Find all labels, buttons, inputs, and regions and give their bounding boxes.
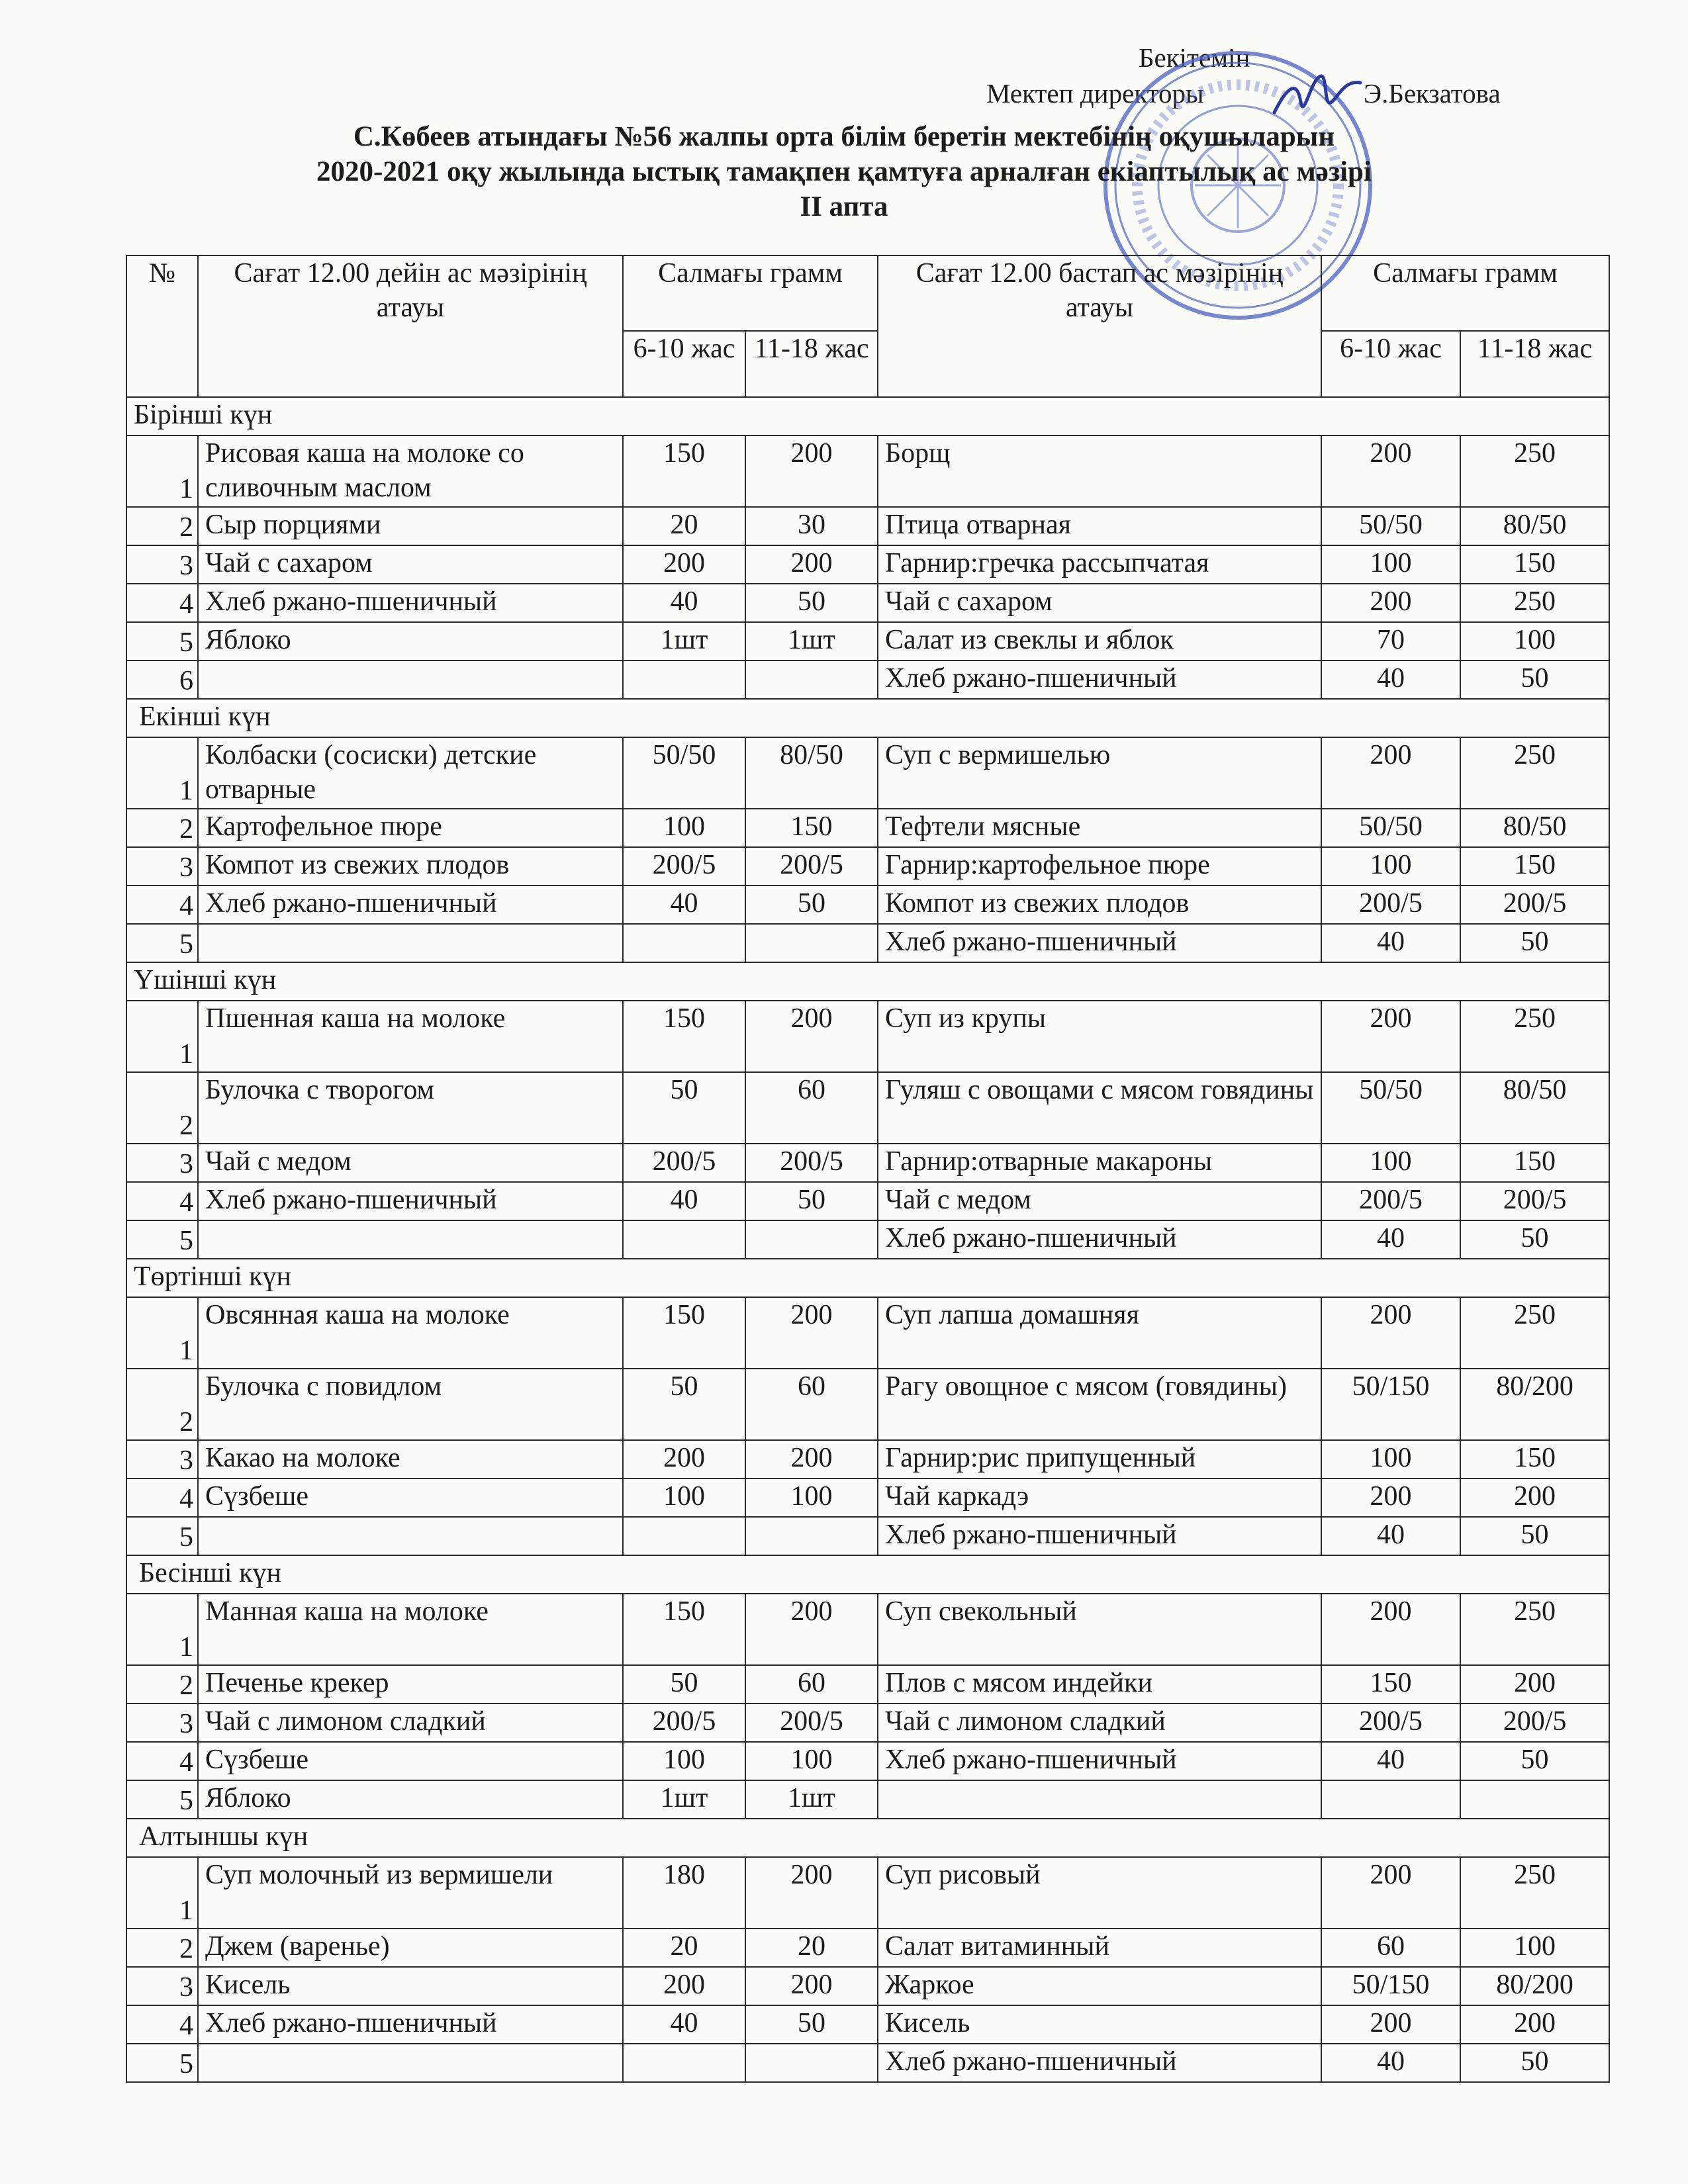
afternoon-weight-6-10: 40 [1321,2044,1460,2082]
morning-weight-11-18: 50 [745,1182,878,1220]
morning-weight-6-10 [623,1220,745,1259]
morning-weight-6-10: 200/5 [623,847,745,886]
afternoon-weight-6-10: 50/50 [1321,1072,1460,1144]
row-number: 2 [126,1369,198,1440]
morning-weight-11-18: 200 [745,1440,878,1479]
morning-dish [198,660,623,699]
afternoon-weight-11-18: 250 [1460,1297,1609,1369]
menu-row [126,1001,1609,1072]
menu-row [126,1665,1609,1704]
afternoon-weight-11-18: 250 [1460,435,1609,507]
morning-dish: Картофельное пюре [198,809,623,847]
afternoon-weight-6-10: 200 [1321,1297,1460,1369]
approval-position: Мектеп директоры [986,78,1204,109]
afternoon-weight-11-18: 200/5 [1460,886,1609,924]
morning-weight-11-18: 20 [745,1929,878,1967]
morning-weight-11-18: 50 [745,2005,878,2044]
afternoon-dish: Гарнир:картофельное пюре [878,847,1321,886]
row-number: 1 [126,1297,198,1369]
afternoon-weight-11-18: 250 [1460,1857,1609,1929]
header-afternoon-age-6-10: 6-10 жас [1321,331,1460,397]
director-signature [1271,66,1364,126]
row-number: 3 [126,1967,198,2005]
morning-weight-6-10: 200/5 [623,1704,745,1742]
afternoon-dish: Хлеб ржано-пшеничный [878,1742,1321,1780]
afternoon-dish: Борщ [878,435,1321,507]
morning-weight-11-18: 200 [745,545,878,584]
header-number: № [126,255,198,397]
row-number: 4 [126,1182,198,1220]
row-number: 4 [126,886,198,924]
menu-row [126,1929,1609,1967]
morning-dish: Булочка с повидлом [198,1369,623,1440]
morning-dish: Суп молочный из вермишели [198,1857,623,1929]
afternoon-weight-11-18: 80/50 [1460,809,1609,847]
approval-director-name: Э.Бекзатова [1364,78,1501,109]
afternoon-weight-11-18: 50 [1460,924,1609,962]
morning-weight-6-10: 20 [623,1929,745,1967]
morning-weight-6-10: 40 [623,1182,745,1220]
afternoon-weight-11-18: 250 [1460,584,1609,622]
afternoon-weight-11-18: 50 [1460,660,1609,699]
morning-weight-6-10 [623,2044,745,2082]
morning-weight-6-10: 50 [623,1369,745,1440]
morning-dish: Рисовая каша на молоке со сливочным маслом [198,435,623,507]
morning-weight-6-10: 200 [623,1440,745,1479]
afternoon-weight-11-18: 50 [1460,1742,1609,1780]
afternoon-weight-6-10: 50/50 [1321,507,1460,545]
morning-weight-11-18 [745,1220,878,1259]
afternoon-weight-6-10: 100 [1321,545,1460,584]
afternoon-weight-11-18: 50 [1460,1220,1609,1259]
row-number: 2 [126,809,198,847]
header-afternoon-dish: Сағат 12.00 бастап ас мәзірінің атауы [878,255,1321,397]
menu-row [126,847,1609,886]
morning-weight-11-18: 200 [745,1594,878,1665]
row-number: 5 [126,1517,198,1555]
afternoon-weight-6-10: 200 [1321,1594,1460,1665]
menu-table-body [126,397,1609,2082]
morning-dish: Джем (варенье) [198,1929,623,1967]
morning-dish: Хлеб ржано-пшеничный [198,584,623,622]
menu-row [126,1440,1609,1479]
day-header-row [126,962,1609,1001]
menu-row [126,2005,1609,2044]
row-number: 3 [126,847,198,886]
row-number: 1 [126,737,198,809]
morning-weight-11-18 [745,924,878,962]
afternoon-weight-11-18: 200 [1460,1479,1609,1517]
menu-row [126,1742,1609,1780]
morning-dish: Яблоко [198,622,623,660]
morning-weight-6-10: 20 [623,507,745,545]
afternoon-dish: Гарнир:отварные макароны [878,1144,1321,1182]
afternoon-weight-11-18: 100 [1460,1929,1609,1967]
row-number: 5 [126,1220,198,1259]
afternoon-weight-6-10: 200 [1321,1479,1460,1517]
afternoon-weight-11-18: 250 [1460,737,1609,809]
afternoon-weight-6-10: 100 [1321,1144,1460,1182]
afternoon-weight-11-18: 150 [1460,847,1609,886]
menu-row [126,1297,1609,1369]
afternoon-weight-11-18: 150 [1460,545,1609,584]
menu-row [126,737,1609,809]
menu-row [126,435,1609,507]
day-header-row [126,397,1609,435]
afternoon-weight-11-18: 80/200 [1460,1967,1609,2005]
afternoon-weight-6-10: 50/150 [1321,1967,1460,2005]
morning-weight-11-18: 200/5 [745,1144,878,1182]
afternoon-weight-6-10: 200 [1321,1001,1460,1072]
afternoon-weight-11-18: 200 [1460,2005,1609,2044]
menu-row [126,584,1609,622]
row-number: 3 [126,1440,198,1479]
morning-weight-6-10: 1шт [623,622,745,660]
afternoon-dish: Хлеб ржано-пшеничный [878,2044,1321,2082]
menu-row [126,1220,1609,1259]
menu-row [126,1369,1609,1440]
morning-weight-6-10: 200 [623,1967,745,2005]
afternoon-weight-11-18: 200 [1460,1665,1609,1704]
menu-row [126,1594,1609,1665]
row-number: 5 [126,1780,198,1819]
day-title: Бесінші күн [126,1555,1609,1594]
morning-dish [198,1220,623,1259]
afternoon-dish: Кисель [878,2005,1321,2044]
afternoon-weight-11-18: 250 [1460,1001,1609,1072]
morning-weight-6-10: 100 [623,809,745,847]
morning-weight-6-10: 50 [623,1665,745,1704]
afternoon-weight-6-10: 50/150 [1321,1369,1460,1440]
row-number: 1 [126,1594,198,1665]
afternoon-dish: Чай с сахаром [878,584,1321,622]
afternoon-weight-6-10: 40 [1321,1220,1460,1259]
row-number: 3 [126,1704,198,1742]
afternoon-weight-11-18: 80/50 [1460,1072,1609,1144]
row-number: 2 [126,1929,198,1967]
afternoon-dish: Чай каркадэ [878,1479,1321,1517]
morning-dish: Чай с сахаром [198,545,623,584]
morning-weight-11-18: 50 [745,886,878,924]
morning-weight-11-18 [745,660,878,699]
day-title: Алтыншы күн [126,1819,1609,1857]
afternoon-dish: Жаркое [878,1967,1321,2005]
morning-weight-11-18: 150 [745,809,878,847]
morning-dish: Кисель [198,1967,623,2005]
morning-weight-6-10 [623,660,745,699]
afternoon-weight-6-10 [1321,1780,1460,1819]
morning-dish [198,1517,623,1555]
morning-dish: Хлеб ржано-пшеничный [198,1182,623,1220]
row-number: 5 [126,924,198,962]
afternoon-weight-6-10: 200/5 [1321,886,1460,924]
afternoon-weight-11-18 [1460,1780,1609,1819]
morning-dish: Чай с лимоном сладкий [198,1704,623,1742]
menu-row [126,1072,1609,1144]
morning-dish: Хлеб ржано-пшеничный [198,2005,623,2044]
afternoon-dish: Суп лапша домашняя [878,1297,1321,1369]
morning-weight-11-18: 200 [745,435,878,507]
morning-dish: Сыр порциями [198,507,623,545]
afternoon-dish: Рагу овощное с мясом (говядины) [878,1369,1321,1440]
row-number: 4 [126,1742,198,1780]
afternoon-dish: Салат витаминный [878,1929,1321,1967]
morning-weight-11-18: 200 [745,1967,878,2005]
morning-weight-6-10: 100 [623,1479,745,1517]
morning-weight-11-18 [745,1517,878,1555]
row-number: 4 [126,584,198,622]
afternoon-weight-11-18: 150 [1460,1440,1609,1479]
afternoon-weight-11-18: 150 [1460,1144,1609,1182]
morning-weight-11-18: 60 [745,1072,878,1144]
morning-weight-6-10: 50 [623,1072,745,1144]
afternoon-dish: Хлеб ржано-пшеничный [878,924,1321,962]
menu-row [126,924,1609,962]
morning-weight-11-18: 60 [745,1665,878,1704]
day-header-row [126,699,1609,737]
morning-dish: Манная каша на молоке [198,1594,623,1665]
header-morning-weight: Салмағы грамм [623,255,878,331]
morning-weight-11-18 [745,2044,878,2082]
afternoon-dish: Хлеб ржано-пшеничный [878,1220,1321,1259]
afternoon-weight-11-18: 250 [1460,1594,1609,1665]
title-line-2: 2020-2021 оқу жылында ыстық тамақпен қамтуға арналған екіаптылық ас мәзірі [316,156,1372,187]
afternoon-dish: Салат из свеклы и яблок [878,622,1321,660]
morning-dish: Сүзбеше [198,1742,623,1780]
row-number: 1 [126,435,198,507]
morning-weight-11-18: 30 [745,507,878,545]
afternoon-dish: Тефтели мясные [878,809,1321,847]
morning-weight-6-10: 200/5 [623,1144,745,1182]
row-number: 1 [126,1001,198,1072]
afternoon-dish: Чай с лимоном сладкий [878,1704,1321,1742]
morning-weight-11-18: 200/5 [745,1704,878,1742]
row-number: 5 [126,622,198,660]
afternoon-weight-11-18: 200/5 [1460,1182,1609,1220]
row-number: 5 [126,2044,198,2082]
afternoon-weight-6-10: 200 [1321,737,1460,809]
morning-weight-11-18: 200/5 [745,847,878,886]
afternoon-weight-6-10: 100 [1321,847,1460,886]
day-header-row [126,1259,1609,1297]
row-number: 4 [126,1479,198,1517]
menu-row [126,1479,1609,1517]
menu-row [126,809,1609,847]
morning-dish: Чай с медом [198,1144,623,1182]
title-line-3: II апта [800,191,888,222]
menu-row [126,622,1609,660]
morning-weight-11-18: 100 [745,1479,878,1517]
morning-weight-6-10: 150 [623,1297,745,1369]
afternoon-weight-6-10: 50/50 [1321,809,1460,847]
document-title [132,119,1556,224]
morning-weight-6-10: 150 [623,1594,745,1665]
afternoon-dish: Суп свекольный [878,1594,1321,1665]
menu-row [126,2044,1609,2082]
afternoon-weight-6-10: 200 [1321,584,1460,622]
afternoon-dish: Хлеб ржано-пшеничный [878,1517,1321,1555]
menu-row [126,660,1609,699]
morning-dish: Колбаски (сосиски) детские отварные [198,737,623,809]
afternoon-weight-6-10: 200/5 [1321,1704,1460,1742]
afternoon-dish: Чай с медом [878,1182,1321,1220]
afternoon-dish: Гарнир:гречка рассыпчатая [878,545,1321,584]
afternoon-dish: Хлеб ржано-пшеничный [878,660,1321,699]
morning-dish [198,2044,623,2082]
morning-weight-6-10: 40 [623,886,745,924]
afternoon-weight-6-10: 40 [1321,1517,1460,1555]
menu-row [126,1857,1609,1929]
afternoon-weight-11-18: 80/50 [1460,507,1609,545]
morning-weight-6-10: 40 [623,584,745,622]
morning-weight-6-10: 1шт [623,1780,745,1819]
afternoon-dish [878,1780,1321,1819]
row-number: 4 [126,2005,198,2044]
afternoon-weight-11-18: 200/5 [1460,1704,1609,1742]
afternoon-dish: Гуляш с овощами с мясом говядины [878,1072,1321,1144]
afternoon-weight-6-10: 40 [1321,660,1460,699]
afternoon-weight-11-18: 50 [1460,1517,1609,1555]
afternoon-dish: Суп из крупы [878,1001,1321,1072]
afternoon-weight-11-18: 100 [1460,622,1609,660]
morning-weight-11-18: 60 [745,1369,878,1440]
afternoon-weight-11-18: 80/200 [1460,1369,1609,1440]
afternoon-dish: Суп с вермишелью [878,737,1321,809]
header-morning-dish: Сағат 12.00 дейін ас мәзірінің атауы [198,255,623,397]
afternoon-weight-6-10: 200/5 [1321,1182,1460,1220]
day-header-row [126,1555,1609,1594]
menu-row [126,1967,1609,2005]
header-afternoon-age-11-18: 11-18 жас [1460,331,1609,397]
afternoon-dish: Суп рисовый [878,1857,1321,1929]
morning-dish: Печенье крекер [198,1665,623,1704]
morning-dish: Сүзбеше [198,1479,623,1517]
morning-weight-6-10: 180 [623,1857,745,1929]
afternoon-weight-6-10: 40 [1321,1742,1460,1780]
header-afternoon-weight: Салмағы грамм [1321,255,1609,331]
afternoon-dish: Компот из свежих плодов [878,886,1321,924]
row-number: 3 [126,1144,198,1182]
header-morning-age-11-18: 11-18 жас [745,331,878,397]
morning-dish: Овсянная каша на молоке [198,1297,623,1369]
morning-weight-11-18: 200 [745,1297,878,1369]
day-title: Үшінші күн [126,962,1609,1001]
morning-weight-11-18: 200 [745,1001,878,1072]
day-title: Бірінші күн [126,397,1609,435]
day-header-row [126,1819,1609,1857]
morning-weight-11-18: 1шт [745,1780,878,1819]
morning-weight-6-10: 50/50 [623,737,745,809]
morning-weight-6-10 [623,1517,745,1555]
morning-weight-6-10: 150 [623,435,745,507]
approval-heading: Бекітемін [1139,42,1250,73]
morning-dish: Яблоко [198,1780,623,1819]
menu-row [126,1517,1609,1555]
afternoon-weight-6-10: 200 [1321,1857,1460,1929]
afternoon-weight-11-18: 50 [1460,2044,1609,2082]
afternoon-weight-6-10: 100 [1321,1440,1460,1479]
menu-row [126,1182,1609,1220]
header-row-1 [126,255,1609,331]
morning-dish [198,924,623,962]
morning-weight-11-18: 50 [745,584,878,622]
morning-dish: Пшенная каша на молоке [198,1001,623,1072]
morning-weight-6-10: 40 [623,2005,745,2044]
menu-row [126,1704,1609,1742]
afternoon-dish: Гарнир:рис припущенный [878,1440,1321,1479]
morning-dish: Булочка с творогом [198,1072,623,1144]
afternoon-weight-6-10: 200 [1321,2005,1460,2044]
morning-weight-11-18: 80/50 [745,737,878,809]
afternoon-weight-6-10: 200 [1321,435,1460,507]
morning-weight-11-18: 200 [745,1857,878,1929]
afternoon-weight-6-10: 60 [1321,1929,1460,1967]
menu-table [126,255,1610,2083]
afternoon-weight-6-10: 40 [1321,924,1460,962]
morning-dish: Какао на молоке [198,1440,623,1479]
header-morning-age-6-10: 6-10 жас [623,331,745,397]
menu-row [126,545,1609,584]
morning-weight-11-18: 100 [745,1742,878,1780]
morning-weight-6-10: 100 [623,1742,745,1780]
title-line-1: С.Көбеев атындағы №56 жалпы орта білім беретін мектебінің оқушыларын [353,121,1335,152]
morning-weight-6-10 [623,924,745,962]
morning-weight-6-10: 150 [623,1001,745,1072]
afternoon-dish: Плов с мясом индейки [878,1665,1321,1704]
morning-dish: Компот из свежих плодов [198,847,623,886]
afternoon-weight-6-10: 150 [1321,1665,1460,1704]
morning-dish: Хлеб ржано-пшеничный [198,886,623,924]
row-number: 1 [126,1857,198,1929]
menu-row [126,1780,1609,1819]
row-number: 3 [126,545,198,584]
afternoon-weight-6-10: 70 [1321,622,1460,660]
day-title: Екінші күн [126,699,1609,737]
day-title: Төртінші күн [126,1259,1609,1297]
morning-weight-6-10: 200 [623,545,745,584]
row-number: 2 [126,1072,198,1144]
menu-row [126,1144,1609,1182]
morning-weight-11-18: 1шт [745,622,878,660]
menu-row [126,507,1609,545]
row-number: 2 [126,507,198,545]
afternoon-dish: Птица отварная [878,507,1321,545]
row-number: 2 [126,1665,198,1704]
row-number: 6 [126,660,198,699]
menu-row [126,886,1609,924]
